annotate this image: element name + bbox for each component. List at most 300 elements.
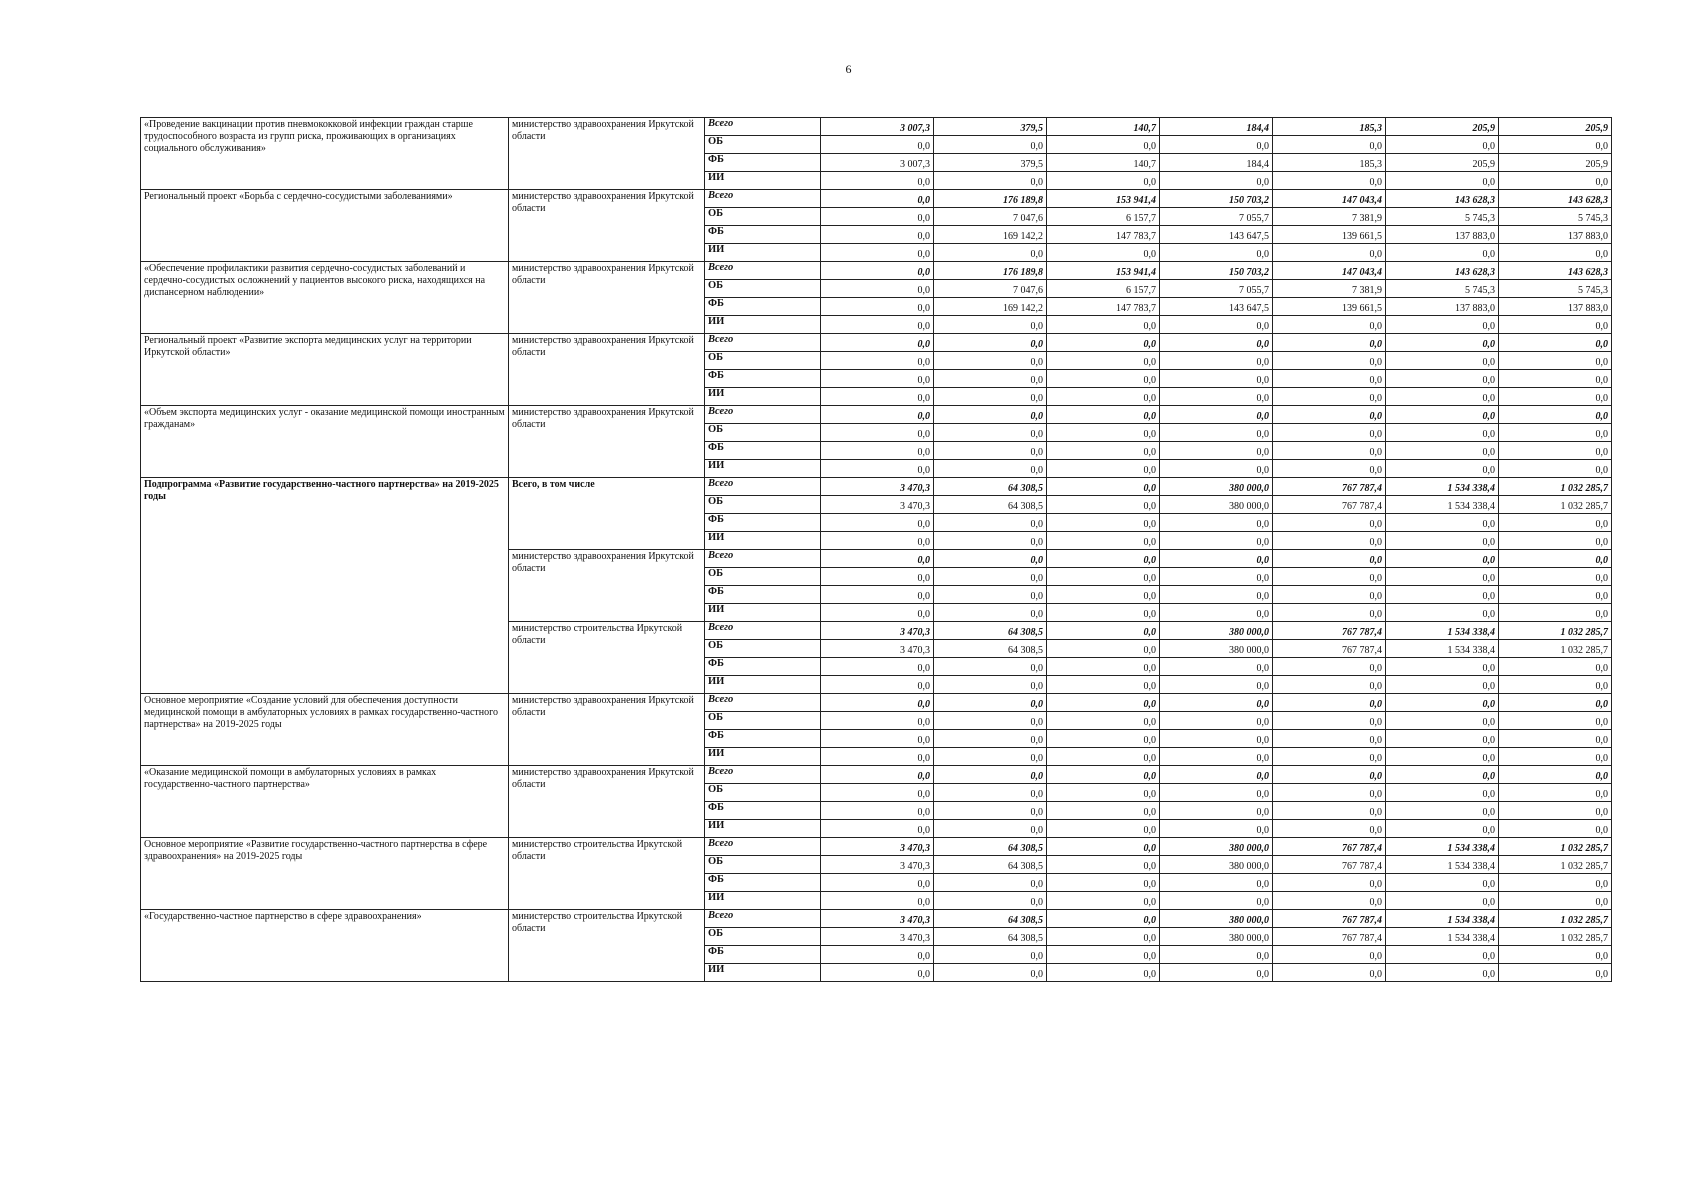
amount-cell: 0,0 <box>1499 316 1612 334</box>
amount-cell: 767 787,4 <box>1273 640 1386 658</box>
table-row <box>141 838 1612 856</box>
amount-cell: 0,0 <box>1047 424 1160 442</box>
amount-cell: 7 381,9 <box>1273 208 1386 226</box>
amount-cell: 1 534 338,4 <box>1386 640 1499 658</box>
amount-cell: 379,5 <box>934 118 1047 136</box>
amount-cell: 0,0 <box>1273 370 1386 388</box>
amount-cell: 0,0 <box>1273 658 1386 676</box>
amount-cell: 0,0 <box>1273 604 1386 622</box>
amount-cell: 64 308,5 <box>934 478 1047 496</box>
amount-cell: 0,0 <box>821 352 934 370</box>
amount-cell: 0,0 <box>1273 820 1386 838</box>
amount-cell: 767 787,4 <box>1273 496 1386 514</box>
amount-cell: 767 787,4 <box>1273 622 1386 640</box>
amount-cell: 0,0 <box>1499 586 1612 604</box>
funding-source: ОБ <box>705 352 821 370</box>
amount-cell: 0,0 <box>1047 874 1160 892</box>
amount-cell: 7 047,6 <box>934 280 1047 298</box>
amount-cell: 0,0 <box>821 280 934 298</box>
amount-cell: 0,0 <box>934 730 1047 748</box>
amount-cell: 0,0 <box>934 532 1047 550</box>
amount-cell: 0,0 <box>1499 568 1612 586</box>
amount-cell: 0,0 <box>1386 604 1499 622</box>
amount-cell: 0,0 <box>1499 964 1612 982</box>
funding-source: ИИ <box>705 316 821 334</box>
amount-cell: 150 703,2 <box>1160 262 1273 280</box>
executor-cell: министерство здравоохранения Иркутской области <box>509 694 705 766</box>
amount-cell: 0,0 <box>1047 334 1160 352</box>
amount-cell: 0,0 <box>934 784 1047 802</box>
amount-cell: 64 308,5 <box>934 496 1047 514</box>
amount-cell: 0,0 <box>1273 442 1386 460</box>
table-row <box>141 262 1612 280</box>
funding-source: ФБ <box>705 730 821 748</box>
funding-source: ФБ <box>705 514 821 532</box>
funding-source: Всего <box>705 694 821 712</box>
amount-cell: 0,0 <box>1273 892 1386 910</box>
measure-description: Основное мероприятие «Создание условий для обеспечения доступности медицинской помощи в амбулаторных условиях в рамках государственно-частного партнерства» на 2019-2025 годы <box>141 694 509 766</box>
funding-source: Всего <box>705 478 821 496</box>
amount-cell: 0,0 <box>1047 910 1160 928</box>
executor-cell: министерство здравоохранения Иркутской области <box>509 262 705 334</box>
amount-cell: 380 000,0 <box>1160 838 1273 856</box>
amount-cell: 140,7 <box>1047 154 1160 172</box>
amount-cell: 0,0 <box>1047 352 1160 370</box>
amount-cell: 0,0 <box>1386 586 1499 604</box>
amount-cell: 0,0 <box>934 694 1047 712</box>
amount-cell: 7 381,9 <box>1273 280 1386 298</box>
funding-source: Всего <box>705 766 821 784</box>
amount-cell: 3 470,3 <box>821 496 934 514</box>
amount-cell: 0,0 <box>821 676 934 694</box>
amount-cell: 0,0 <box>1386 514 1499 532</box>
funding-source: ОБ <box>705 280 821 298</box>
amount-cell: 0,0 <box>1160 892 1273 910</box>
amount-cell: 1 032 285,7 <box>1499 622 1612 640</box>
amount-cell: 0,0 <box>1273 748 1386 766</box>
amount-cell: 0,0 <box>1499 442 1612 460</box>
amount-cell: 0,0 <box>1160 406 1273 424</box>
amount-cell: 0,0 <box>821 604 934 622</box>
funding-source: Всего <box>705 406 821 424</box>
measure-description: Региональный проект «Борьба с сердечно-сосудистыми заболеваниями» <box>141 190 509 262</box>
amount-cell: 185,3 <box>1273 118 1386 136</box>
funding-source: ИИ <box>705 892 821 910</box>
amount-cell: 0,0 <box>821 748 934 766</box>
amount-cell: 0,0 <box>1047 640 1160 658</box>
amount-cell: 0,0 <box>934 424 1047 442</box>
amount-cell: 137 883,0 <box>1386 226 1499 244</box>
amount-cell: 184,4 <box>1160 154 1273 172</box>
amount-cell: 380 000,0 <box>1160 478 1273 496</box>
amount-cell: 0,0 <box>821 568 934 586</box>
amount-cell: 1 032 285,7 <box>1499 910 1612 928</box>
amount-cell: 0,0 <box>1160 784 1273 802</box>
funding-source: ФБ <box>705 802 821 820</box>
amount-cell: 0,0 <box>1273 406 1386 424</box>
amount-cell: 0,0 <box>934 766 1047 784</box>
amount-cell: 0,0 <box>1386 568 1499 586</box>
funding-source: ОБ <box>705 496 821 514</box>
amount-cell: 380 000,0 <box>1160 622 1273 640</box>
amount-cell: 0,0 <box>934 568 1047 586</box>
amount-cell: 0,0 <box>1499 136 1612 154</box>
amount-cell: 176 189,8 <box>934 262 1047 280</box>
amount-cell: 1 032 285,7 <box>1499 478 1612 496</box>
amount-cell: 0,0 <box>1386 442 1499 460</box>
amount-cell: 0,0 <box>1047 460 1160 478</box>
amount-cell: 1 534 338,4 <box>1386 838 1499 856</box>
amount-cell: 0,0 <box>1160 676 1273 694</box>
funding-source: ОБ <box>705 640 821 658</box>
funding-source: Всего <box>705 838 821 856</box>
amount-cell: 0,0 <box>1499 748 1612 766</box>
table-body <box>141 118 1612 982</box>
amount-cell: 0,0 <box>1047 892 1160 910</box>
amount-cell: 0,0 <box>1160 568 1273 586</box>
amount-cell: 0,0 <box>1160 442 1273 460</box>
amount-cell: 64 308,5 <box>934 640 1047 658</box>
amount-cell: 1 534 338,4 <box>1386 622 1499 640</box>
amount-cell: 0,0 <box>1499 406 1612 424</box>
amount-cell: 0,0 <box>1499 802 1612 820</box>
amount-cell: 0,0 <box>1273 946 1386 964</box>
amount-cell: 0,0 <box>1160 766 1273 784</box>
amount-cell: 0,0 <box>934 676 1047 694</box>
amount-cell: 0,0 <box>1047 748 1160 766</box>
amount-cell: 0,0 <box>1273 136 1386 154</box>
amount-cell: 0,0 <box>821 820 934 838</box>
executor-cell: министерство строительства Иркутской области <box>509 622 705 694</box>
amount-cell: 0,0 <box>1273 244 1386 262</box>
amount-cell: 139 661,5 <box>1273 226 1386 244</box>
amount-cell: 0,0 <box>934 316 1047 334</box>
executor-cell: министерство здравоохранения Иркутской области <box>509 406 705 478</box>
amount-cell: 0,0 <box>1047 694 1160 712</box>
amount-cell: 0,0 <box>1273 424 1386 442</box>
amount-cell: 0,0 <box>1047 532 1160 550</box>
amount-cell: 143 647,5 <box>1160 226 1273 244</box>
measure-description: Региональный проект «Развитие экспорта медицинских услуг на территории Иркутской области» <box>141 334 509 406</box>
amount-cell: 0,0 <box>1386 874 1499 892</box>
amount-cell: 176 189,8 <box>934 190 1047 208</box>
funding-source: ФБ <box>705 226 821 244</box>
amount-cell: 0,0 <box>1160 136 1273 154</box>
amount-cell: 140,7 <box>1047 118 1160 136</box>
amount-cell: 0,0 <box>1047 712 1160 730</box>
amount-cell: 205,9 <box>1499 118 1612 136</box>
amount-cell: 0,0 <box>1047 946 1160 964</box>
amount-cell: 0,0 <box>821 532 934 550</box>
amount-cell: 380 000,0 <box>1160 856 1273 874</box>
amount-cell: 0,0 <box>821 442 934 460</box>
executor-cell: министерство здравоохранения Иркутской области <box>509 550 705 622</box>
table-row <box>141 910 1612 928</box>
amount-cell: 1 032 285,7 <box>1499 856 1612 874</box>
amount-cell: 0,0 <box>1386 784 1499 802</box>
amount-cell: 0,0 <box>1499 244 1612 262</box>
amount-cell: 0,0 <box>1047 388 1160 406</box>
amount-cell: 0,0 <box>1047 604 1160 622</box>
amount-cell: 205,9 <box>1499 154 1612 172</box>
amount-cell: 0,0 <box>1499 946 1612 964</box>
funding-source: ОБ <box>705 856 821 874</box>
amount-cell: 0,0 <box>1386 316 1499 334</box>
amount-cell: 0,0 <box>1273 712 1386 730</box>
amount-cell: 0,0 <box>934 352 1047 370</box>
amount-cell: 0,0 <box>1047 406 1160 424</box>
funding-source: ФБ <box>705 874 821 892</box>
amount-cell: 3 470,3 <box>821 838 934 856</box>
amount-cell: 0,0 <box>1386 658 1499 676</box>
funding-source: ОБ <box>705 928 821 946</box>
amount-cell: 1 032 285,7 <box>1499 928 1612 946</box>
funding-source: Всего <box>705 334 821 352</box>
amount-cell: 380 000,0 <box>1160 910 1273 928</box>
amount-cell: 0,0 <box>1386 424 1499 442</box>
amount-cell: 139 661,5 <box>1273 298 1386 316</box>
amount-cell: 0,0 <box>1386 352 1499 370</box>
executor-cell: министерство здравоохранения Иркутской области <box>509 766 705 838</box>
funding-source: Всего <box>705 550 821 568</box>
amount-cell: 0,0 <box>821 730 934 748</box>
amount-cell: 0,0 <box>1386 946 1499 964</box>
amount-cell: 3 007,3 <box>821 154 934 172</box>
amount-cell: 6 157,7 <box>1047 208 1160 226</box>
funding-source: ИИ <box>705 532 821 550</box>
amount-cell: 0,0 <box>1160 712 1273 730</box>
funding-source: ОБ <box>705 568 821 586</box>
amount-cell: 0,0 <box>1160 370 1273 388</box>
amount-cell: 64 308,5 <box>934 928 1047 946</box>
amount-cell: 0,0 <box>1160 748 1273 766</box>
table-row <box>141 694 1612 712</box>
amount-cell: 0,0 <box>1047 658 1160 676</box>
amount-cell: 0,0 <box>1047 802 1160 820</box>
amount-cell: 0,0 <box>1273 586 1386 604</box>
funding-source: Всего <box>705 262 821 280</box>
amount-cell: 0,0 <box>1047 676 1160 694</box>
amount-cell: 143 628,3 <box>1499 190 1612 208</box>
amount-cell: 0,0 <box>1047 244 1160 262</box>
amount-cell: 143 628,3 <box>1386 190 1499 208</box>
funding-source: ИИ <box>705 964 821 982</box>
funding-source: ИИ <box>705 820 821 838</box>
amount-cell: 0,0 <box>1499 460 1612 478</box>
amount-cell: 0,0 <box>1499 820 1612 838</box>
amount-cell: 153 941,4 <box>1047 190 1160 208</box>
amount-cell: 0,0 <box>1160 244 1273 262</box>
amount-cell: 0,0 <box>1386 136 1499 154</box>
amount-cell: 169 142,2 <box>934 298 1047 316</box>
amount-cell: 0,0 <box>1273 964 1386 982</box>
amount-cell: 0,0 <box>1160 964 1273 982</box>
amount-cell: 0,0 <box>1499 730 1612 748</box>
amount-cell: 0,0 <box>821 244 934 262</box>
amount-cell: 0,0 <box>821 784 934 802</box>
amount-cell: 0,0 <box>1386 730 1499 748</box>
amount-cell: 0,0 <box>1047 964 1160 982</box>
amount-cell: 0,0 <box>934 658 1047 676</box>
amount-cell: 0,0 <box>1047 172 1160 190</box>
amount-cell: 0,0 <box>1386 460 1499 478</box>
amount-cell: 0,0 <box>1386 748 1499 766</box>
amount-cell: 0,0 <box>934 748 1047 766</box>
amount-cell: 0,0 <box>1047 586 1160 604</box>
funding-source: ИИ <box>705 676 821 694</box>
amount-cell: 0,0 <box>1047 928 1160 946</box>
amount-cell: 0,0 <box>1273 316 1386 334</box>
amount-cell: 0,0 <box>821 172 934 190</box>
measure-description: «Объем экспорта медицинских услуг - оказание медицинской помощи иностранным гражданам» <box>141 406 509 478</box>
amount-cell: 0,0 <box>821 406 934 424</box>
amount-cell: 0,0 <box>821 694 934 712</box>
amount-cell: 0,0 <box>821 892 934 910</box>
budget-table <box>140 117 1612 982</box>
amount-cell: 0,0 <box>934 820 1047 838</box>
measure-description: Основное мероприятие «Развитие государственно-частного партнерства в сфере здравоохранения» на 2019-2025 годы <box>141 838 509 910</box>
amount-cell: 0,0 <box>934 874 1047 892</box>
amount-cell: 1 534 338,4 <box>1386 496 1499 514</box>
amount-cell: 0,0 <box>1386 964 1499 982</box>
amount-cell: 205,9 <box>1386 154 1499 172</box>
funding-source: ФБ <box>705 154 821 172</box>
amount-cell: 0,0 <box>1499 172 1612 190</box>
amount-cell: 1 032 285,7 <box>1499 838 1612 856</box>
amount-cell: 0,0 <box>1160 388 1273 406</box>
funding-source: ИИ <box>705 388 821 406</box>
amount-cell: 6 157,7 <box>1047 280 1160 298</box>
amount-cell: 0,0 <box>1160 820 1273 838</box>
funding-source: Всего <box>705 190 821 208</box>
amount-cell: 0,0 <box>1499 874 1612 892</box>
amount-cell: 0,0 <box>1273 460 1386 478</box>
amount-cell: 0,0 <box>1273 730 1386 748</box>
amount-cell: 0,0 <box>821 388 934 406</box>
amount-cell: 0,0 <box>1386 694 1499 712</box>
amount-cell: 143 647,5 <box>1160 298 1273 316</box>
amount-cell: 0,0 <box>821 370 934 388</box>
amount-cell: 0,0 <box>1160 874 1273 892</box>
amount-cell: 0,0 <box>1499 370 1612 388</box>
amount-cell: 0,0 <box>1160 424 1273 442</box>
amount-cell: 0,0 <box>821 460 934 478</box>
funding-source: ИИ <box>705 244 821 262</box>
amount-cell: 0,0 <box>934 244 1047 262</box>
measure-description: «Проведение вакцинации против пневмококковой инфекции граждан старше трудоспособного возраста из групп риска, проживающих в организациях социального обслуживания» <box>141 118 509 190</box>
amount-cell: 0,0 <box>934 946 1047 964</box>
amount-cell: 0,0 <box>1386 550 1499 568</box>
amount-cell: 147 783,7 <box>1047 226 1160 244</box>
amount-cell: 0,0 <box>934 712 1047 730</box>
amount-cell: 0,0 <box>1047 820 1160 838</box>
amount-cell: 3 470,3 <box>821 910 934 928</box>
amount-cell: 64 308,5 <box>934 838 1047 856</box>
amount-cell: 0,0 <box>821 550 934 568</box>
amount-cell: 0,0 <box>1499 334 1612 352</box>
amount-cell: 0,0 <box>1499 604 1612 622</box>
amount-cell: 0,0 <box>821 964 934 982</box>
amount-cell: 0,0 <box>1273 388 1386 406</box>
amount-cell: 0,0 <box>1273 784 1386 802</box>
table-row <box>141 190 1612 208</box>
amount-cell: 64 308,5 <box>934 622 1047 640</box>
funding-source: Всего <box>705 622 821 640</box>
amount-cell: 0,0 <box>1047 856 1160 874</box>
page-number: 6 <box>845 62 852 76</box>
amount-cell: 137 883,0 <box>1499 298 1612 316</box>
amount-cell: 0,0 <box>1499 424 1612 442</box>
amount-cell: 1 534 338,4 <box>1386 856 1499 874</box>
amount-cell: 0,0 <box>821 136 934 154</box>
amount-cell: 0,0 <box>1047 136 1160 154</box>
amount-cell: 0,0 <box>1273 568 1386 586</box>
amount-cell: 7 055,7 <box>1160 280 1273 298</box>
amount-cell: 185,3 <box>1273 154 1386 172</box>
amount-cell: 0,0 <box>1047 730 1160 748</box>
amount-cell: 143 628,3 <box>1499 262 1612 280</box>
amount-cell: 147 043,4 <box>1273 190 1386 208</box>
executor-cell: министерство здравоохранения Иркутской области <box>509 190 705 262</box>
amount-cell: 0,0 <box>1160 514 1273 532</box>
amount-cell: 0,0 <box>934 586 1047 604</box>
executor-cell: министерство здравоохранения Иркутской области <box>509 118 705 190</box>
table-row <box>141 478 1612 496</box>
amount-cell: 767 787,4 <box>1273 478 1386 496</box>
funding-source: ФБ <box>705 946 821 964</box>
amount-cell: 0,0 <box>821 802 934 820</box>
amount-cell: 153 941,4 <box>1047 262 1160 280</box>
amount-cell: 0,0 <box>1047 766 1160 784</box>
amount-cell: 0,0 <box>821 226 934 244</box>
amount-cell: 1 534 338,4 <box>1386 910 1499 928</box>
amount-cell: 0,0 <box>1047 442 1160 460</box>
amount-cell: 137 883,0 <box>1386 298 1499 316</box>
amount-cell: 0,0 <box>934 802 1047 820</box>
amount-cell: 3 470,3 <box>821 478 934 496</box>
amount-cell: 147 043,4 <box>1273 262 1386 280</box>
amount-cell: 3 470,3 <box>821 856 934 874</box>
amount-cell: 0,0 <box>1499 892 1612 910</box>
amount-cell: 0,0 <box>1047 316 1160 334</box>
amount-cell: 0,0 <box>1273 694 1386 712</box>
amount-cell: 0,0 <box>1273 874 1386 892</box>
amount-cell: 0,0 <box>1160 802 1273 820</box>
amount-cell: 0,0 <box>1047 370 1160 388</box>
funding-source: ОБ <box>705 136 821 154</box>
amount-cell: 64 308,5 <box>934 856 1047 874</box>
funding-source: ИИ <box>705 172 821 190</box>
amount-cell: 3 470,3 <box>821 622 934 640</box>
amount-cell: 0,0 <box>1499 352 1612 370</box>
amount-cell: 0,0 <box>1499 694 1612 712</box>
amount-cell: 0,0 <box>1273 514 1386 532</box>
amount-cell: 0,0 <box>1499 766 1612 784</box>
amount-cell: 0,0 <box>1160 550 1273 568</box>
amount-cell: 0,0 <box>821 946 934 964</box>
amount-cell: 0,0 <box>1386 370 1499 388</box>
amount-cell: 0,0 <box>1160 604 1273 622</box>
amount-cell: 3 470,3 <box>821 640 934 658</box>
amount-cell: 0,0 <box>1047 478 1160 496</box>
measure-description: «Обеспечение профилактики развития сердечно-сосудистых заболеваний и сердечно-сосудистых осложнений у пациентов высокого риска, находящихся на диспансерном наблюдении» <box>141 262 509 334</box>
amount-cell: 380 000,0 <box>1160 640 1273 658</box>
amount-cell: 0,0 <box>1499 658 1612 676</box>
amount-cell: 0,0 <box>934 442 1047 460</box>
amount-cell: 0,0 <box>1499 532 1612 550</box>
amount-cell: 0,0 <box>1047 514 1160 532</box>
amount-cell: 767 787,4 <box>1273 910 1386 928</box>
